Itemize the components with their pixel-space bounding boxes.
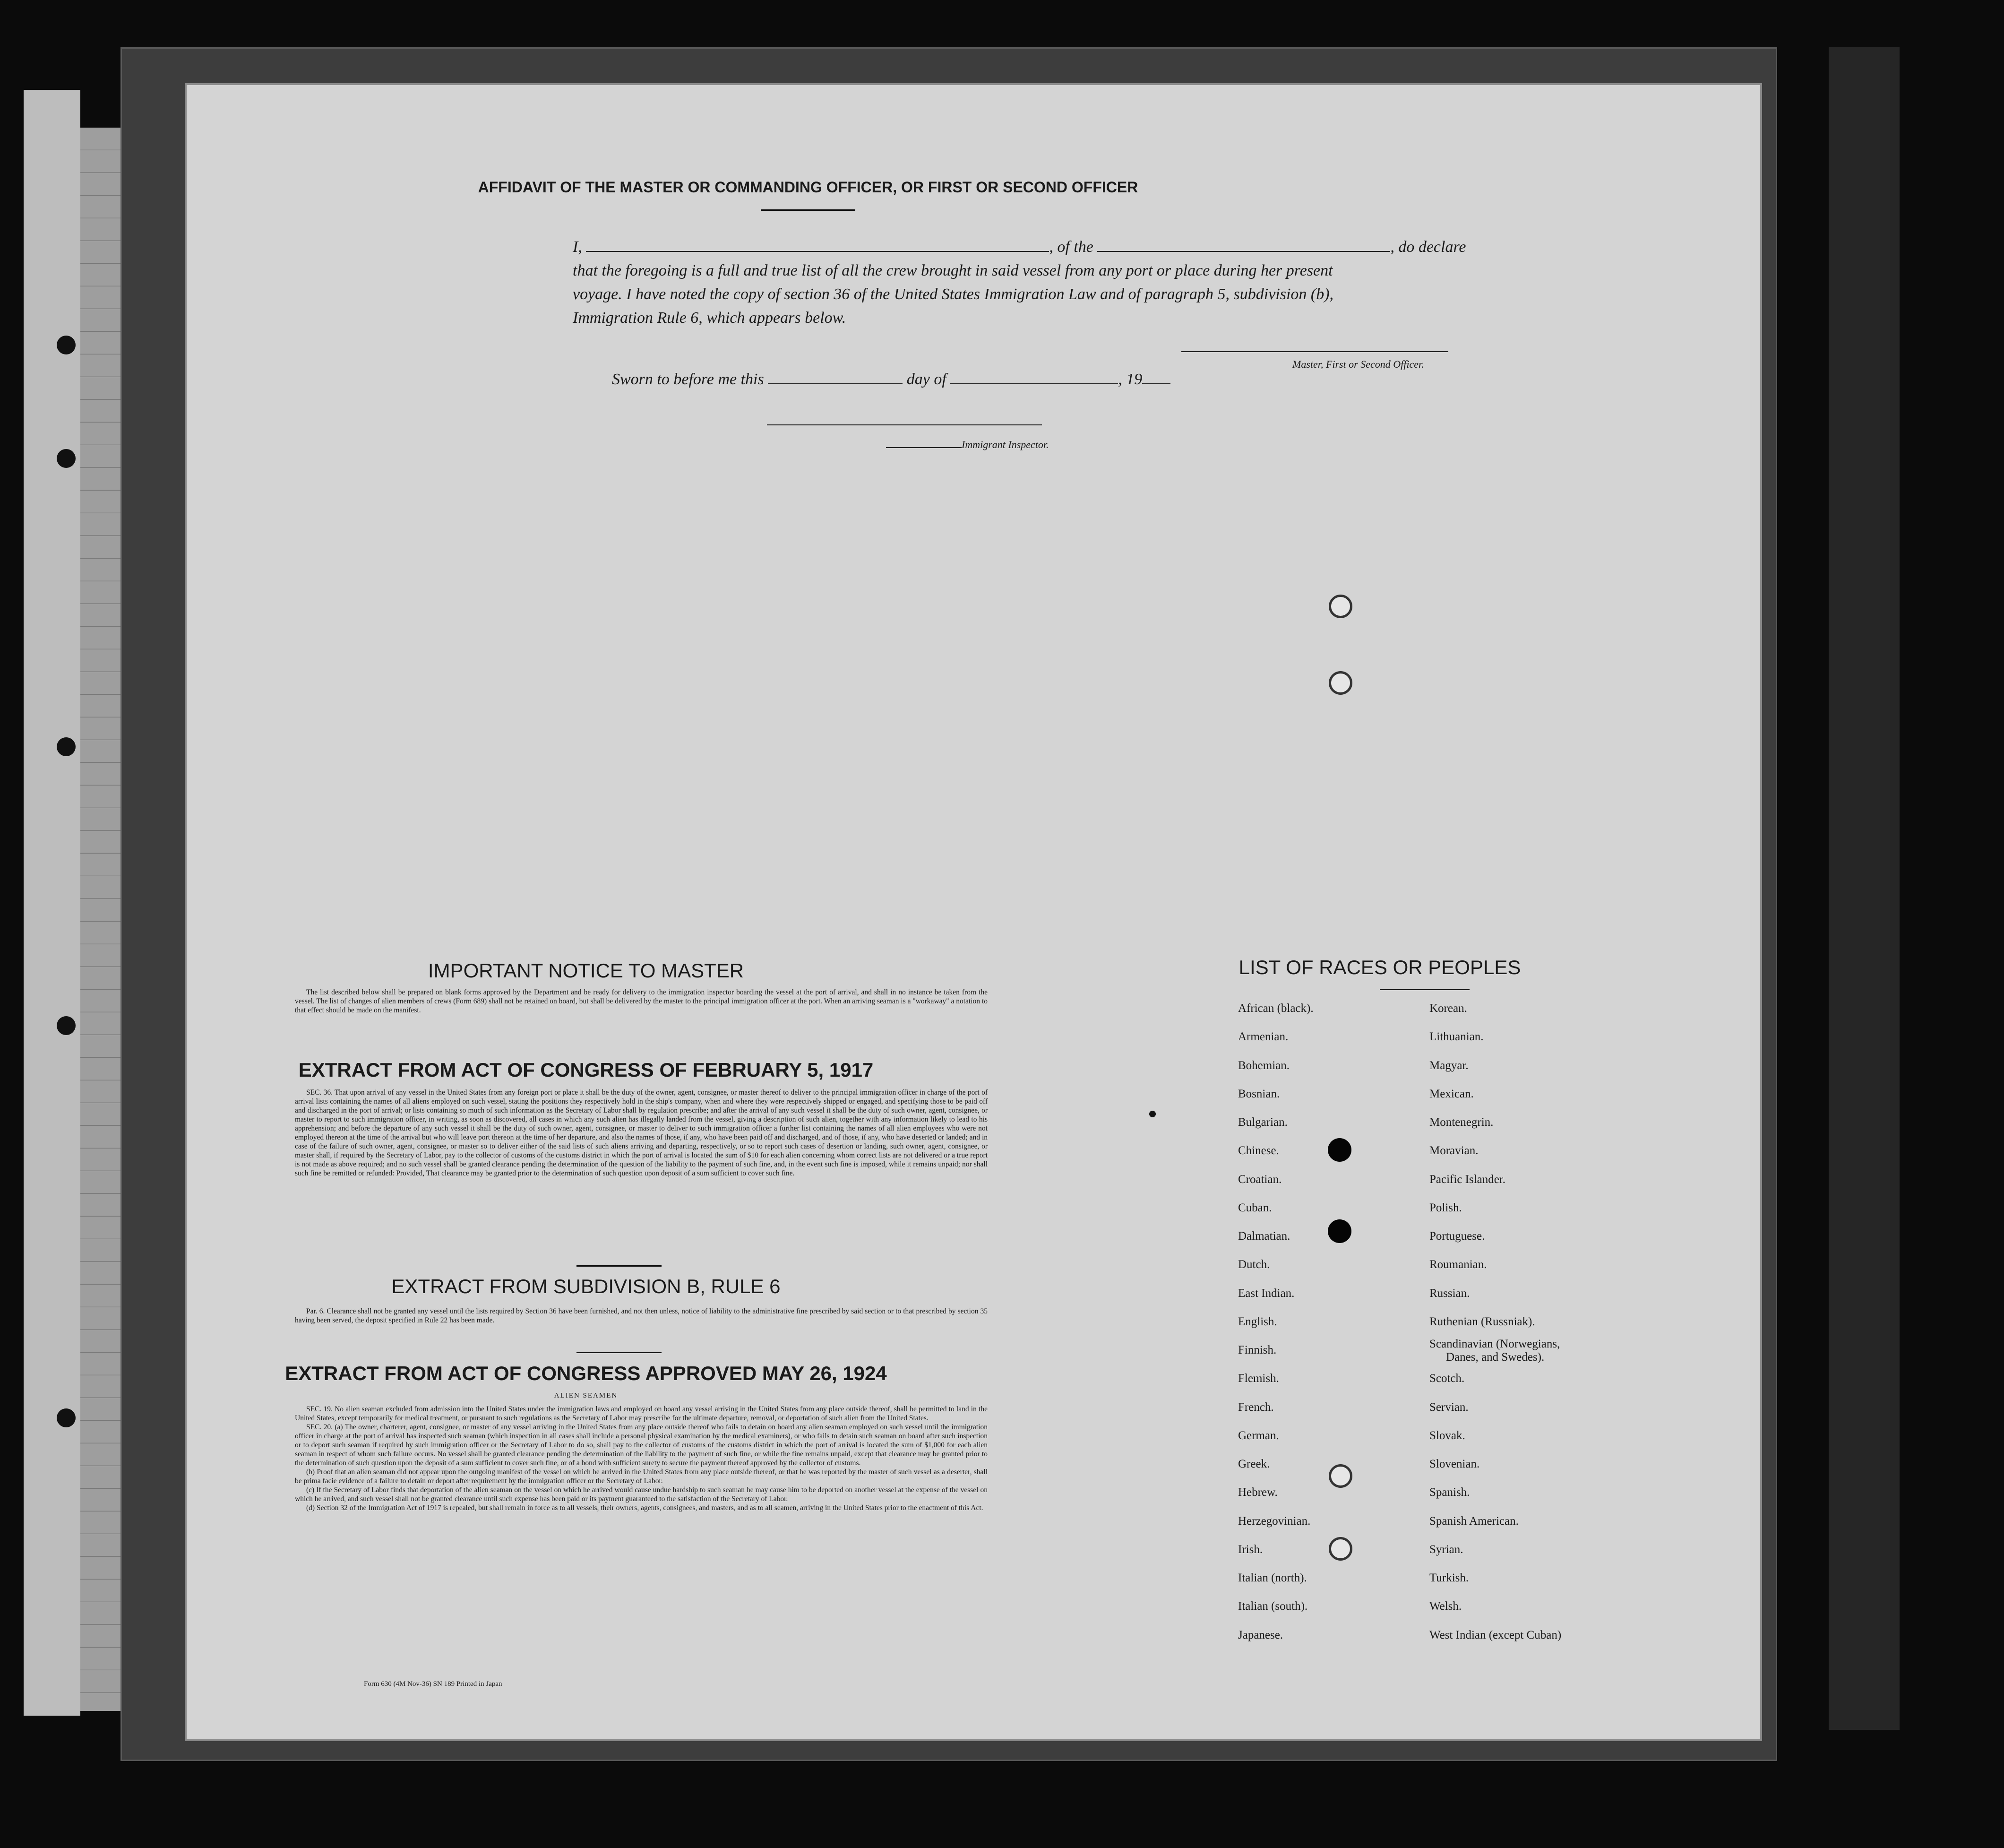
binder-strip [24, 90, 80, 1716]
sworn-month-field[interactable] [950, 369, 1118, 384]
section-rule [576, 1352, 662, 1353]
race-item: Ruthenian (Russniak). [1429, 1315, 1535, 1328]
punch-hole [1328, 1138, 1351, 1162]
race-item: West Indian (except Cuban) [1429, 1629, 1562, 1641]
race-item: English. [1238, 1315, 1277, 1328]
extract-rule6-body: Par. 6. Clearance shall not be granted any vessel until the lists required by Section 36 have been furnished, and not then unless, notice of liability to the administrative fine prescribed by said section or to that prescribed by section 35 having been served, the deposit specified in Rule 22 has been made. [295, 1307, 988, 1324]
race-item: Scotch. [1429, 1372, 1465, 1385]
alien-seamen-subtitle: ALIEN SEAMEN [554, 1392, 618, 1399]
race-item: Herzegovinian. [1238, 1515, 1311, 1528]
binder-hole [57, 1016, 76, 1035]
ink-speck [1149, 1111, 1156, 1117]
section-rule [576, 1265, 662, 1267]
race-item: Mexican. [1429, 1088, 1474, 1100]
officer-name-field[interactable] [586, 237, 1049, 252]
punch-hole [1328, 1219, 1351, 1243]
affidavit-line-4: Immigration Rule 6, which appears below. [573, 309, 846, 327]
race-item: East Indian. [1238, 1287, 1295, 1300]
extract-rule6-title: EXTRACT FROM SUBDIVISION B, RULE 6 [391, 1275, 781, 1297]
extract-1917-title: EXTRACT FROM ACT OF CONGRESS OF FEBRUARY 5, 1917 [298, 1059, 874, 1081]
race-item: Pacific Islander. [1429, 1173, 1506, 1186]
race-item: African (black). [1238, 1002, 1314, 1015]
race-item: Greek. [1238, 1458, 1270, 1470]
signature-line[interactable] [1181, 351, 1448, 352]
race-item: Italian (north). [1238, 1572, 1307, 1584]
manifest-page [187, 85, 1760, 1739]
race-item: Roumanian. [1429, 1258, 1487, 1271]
affidavit-title: AFFIDAVIT OF THE MASTER OR COMMANDING OFFICER, OR FIRST OR SECOND OFFICER [478, 179, 1138, 196]
race-item: Polish. [1429, 1201, 1462, 1214]
race-item: Spanish. [1429, 1486, 1470, 1499]
race-item: Bosnian. [1238, 1088, 1280, 1100]
race-item: Bohemian. [1238, 1059, 1290, 1072]
race-item: Flemish. [1238, 1372, 1279, 1385]
affidavit-line-2: that the foregoing is a full and true list of all the crew brought in said vessel from any port or place during her present [573, 262, 1333, 279]
extract-1917-body: SEC. 36. That upon arrival of any vessel in the United States from any foreign port or place it shall be the duty of the owner, agent, consignee, or master thereof to deliver to the principal immigration officer in charge of the port of arrival lists containing the names of all aliens employed on such vessel, stating the positions they respectively hold in the ship's company, when and where they were respectively shipped or engaged, and specifying those to be paid off and discharged in the port of arrival; or lists containing so much of such information as the Secretary of Labor shall by regulation prescribe; and after the arrival of any such vessel it shall be the duty of such owner, agent, consignee, or master to report to such immigration officer, in writing, as soon as discovered, all cases in which any such alien has illegally landed from the vessel, giving a description of such alien, together with any information likely to lead to his apprehension; and before the departure of any such vessel it shall be the duty of such owner, agent, consignee, or master to deliver to such immigration officer a further list containing the names of all alien employees who were not employed thereon at the time of the arrival but who will leave port thereon at the time of her departure, and also the names of those, if any, who have been paid off and discharged, and of those, if any, who have deserted or landed; and in case of the failure of such owner, agent, consignee, or master so to deliver either of the said lists of such aliens arriving and departing, respectively, or so to report such cases of desertion or landing, such owner, agent, consignee, or master shall, if required by the Secretary of Labor, pay to the collector of customs of the customs district in which the port of arrival is located the sum of $10 for each alien concerning whom correct lists are not delivered or a true report is not made as above required; and no such vessel shall be granted clearance pending the determination of the question of the liability to the payment of such fine, and, in the event such fine is imposed, while it remains unpaid; nor shall such fine be remitted or refunded: Provided, That clearance may be granted prior to the determination of such question upon deposit of a sum sufficient to cover such fine. [295, 1088, 988, 1177]
race-item: Portuguese. [1429, 1230, 1485, 1243]
binder-hole [57, 1408, 76, 1427]
race-item: Hebrew. [1238, 1486, 1278, 1499]
race-item: Irish. [1238, 1543, 1263, 1556]
race-item: Korean. [1429, 1002, 1467, 1015]
punch-hole [1329, 595, 1352, 618]
race-item-continued: Danes, and Swedes). [1446, 1351, 1545, 1364]
race-item: Japanese. [1238, 1629, 1283, 1641]
race-item: Russian. [1429, 1287, 1470, 1300]
sworn-line: Sworn to before me this day of , 19 [612, 368, 1170, 391]
race-item: Servian. [1429, 1401, 1469, 1414]
affidavit-line-3: voyage. I have noted the copy of section 36 of the United States Immigration Law and of paragraph 5, subdivision (b), [573, 285, 1334, 303]
vessel-name-field[interactable] [1097, 237, 1390, 252]
backing-sheet-edge [1829, 47, 1900, 1730]
race-item: Italian (south). [1238, 1600, 1308, 1613]
race-item: Chinese. [1238, 1144, 1279, 1157]
binder-hole [57, 336, 76, 354]
race-item: Lithuanian. [1429, 1030, 1484, 1043]
binder-hole [57, 737, 76, 756]
punch-hole [1329, 671, 1352, 695]
race-item: Armenian. [1238, 1030, 1289, 1043]
notice-body: The list described below shall be prepared on blank forms approved by the Department and be ready for delivery to the immigration inspector boarding the vessel at the port of arrival, and shall in no instance be taken from the vessel. The list of changes of alien members of crews (Form 689) shall not be retained on board, but shall be delivered by the master to the principal immigration officer at the port. When an arriving seaman is a "workaway" a notation to that effect should be made on the manifest. [295, 988, 988, 1014]
signature-label: Master, First or Second Officer. [1292, 358, 1424, 370]
inspector-label: Immigrant Inspector. [886, 439, 1049, 451]
binder-hole [57, 449, 76, 468]
race-item: Scandinavian (Norwegians, [1429, 1338, 1560, 1350]
race-item: Cuban. [1238, 1201, 1272, 1214]
race-item: Syrian. [1429, 1543, 1463, 1556]
race-item: Welsh. [1429, 1600, 1462, 1613]
affidavit-line-1: I, , of the , do declare [573, 235, 1697, 259]
race-item: Dalmatian. [1238, 1230, 1290, 1243]
race-item: Dutch. [1238, 1258, 1270, 1271]
punch-hole [1329, 1464, 1352, 1488]
notice-title: IMPORTANT NOTICE TO MASTER [428, 959, 744, 982]
race-item: French. [1238, 1401, 1274, 1414]
punch-hole [1329, 1537, 1352, 1561]
race-item: Turkish. [1429, 1572, 1469, 1584]
inspector-signature-line[interactable] [767, 424, 1042, 425]
race-item: Finnish. [1238, 1344, 1277, 1356]
race-item: Magyar. [1429, 1059, 1469, 1072]
race-item: Bulgarian. [1238, 1116, 1288, 1129]
races-title: LIST OF RACES OR PEOPLES [1239, 956, 1521, 978]
races-rule [1380, 989, 1470, 990]
extract-1924-body: SEC. 19. No alien seaman excluded from admission into the United States under the immigration laws and employed on board any vessel arriving in the United States from any place outside thereof, shall be permitted to land in the United States, except temporarily for medical treatment, or pursuant to such regulations as the Secretary of Labor may prescribe for the ultimate departure, removal, or deportation of such alien from the United States. SEC. 20. (a) The owner, charterer, agent, consignee, or master of any vessel arriving in the United States from any place outside thereof who fails to detain on board any alien seaman employed on such vessel until the immigration officer in charge at the port of arrival has inspected such seaman (which inspection in all cases shall include a personal physical examination by the medical examiners), or who fails to detain such seaman on board after such inspection or to deport such seaman if required by such immigration officer or the Secretary of Labor to do so, shall pay to the collector of customs of the customs district in which the port of arrival is located the sum of $1,000 for each alien seaman in respect of whom such failure occurs. No vessel shall be granted clearance pending the determination of the liability to the payment of such fine, or while the fine remains unpaid, except that clearance may be granted prior to the determination of such question upon the deposit of a sum sufficient to cover such fine, or of a bond with sufficient surety to secure the payment thereof approved by the collector of customs. (b) Proof that an alien seaman did not appear upon the outgoing manifest of the vessel on which he arrived in the United States from any place outside thereof, or that he was reported by the master of such vessel as a deserter, shall be prima facie evidence of a failure to detain or deport after requirement by the immigration officer or the Secretary of Labor. (c) If the Secretary of Labor finds that deportation of the alien seaman on the vessel on which he arrived would cause undue hardship to such seaman he may cause him to be deported on another vessel at the expense of the vessel on which he arrived, and such vessel shall not be granted clearance until such expense has been paid or its payment guaranteed to the satisfaction of the Secretary of Labor. (d) Section 32 of the Immigration Act of 1917 is repealed, but shall remain in force as to all vessels, their owners, agents, consignees, and masters, and as to all seamen, arriving in the United States prior to the enactment of this Act. [295, 1405, 988, 1512]
race-item: Moravian. [1429, 1144, 1479, 1157]
race-item: Montenegrin. [1429, 1116, 1494, 1129]
inspector-lead-line [886, 440, 962, 448]
race-item: German. [1238, 1429, 1279, 1442]
race-item: Slovenian. [1429, 1458, 1480, 1470]
race-item: Spanish American. [1429, 1515, 1519, 1528]
sworn-day-field[interactable] [768, 369, 903, 384]
sworn-year-field[interactable] [1142, 369, 1170, 384]
title-rule [761, 209, 855, 211]
race-item: Slovak. [1429, 1429, 1465, 1442]
form-number: Form 630 (4M Nov-36) SN 189 Printed in Japan [364, 1680, 502, 1688]
race-item: Croatian. [1238, 1173, 1282, 1186]
extract-1924-title: EXTRACT FROM ACT OF CONGRESS APPROVED MAY 26, 1924 [285, 1362, 887, 1384]
